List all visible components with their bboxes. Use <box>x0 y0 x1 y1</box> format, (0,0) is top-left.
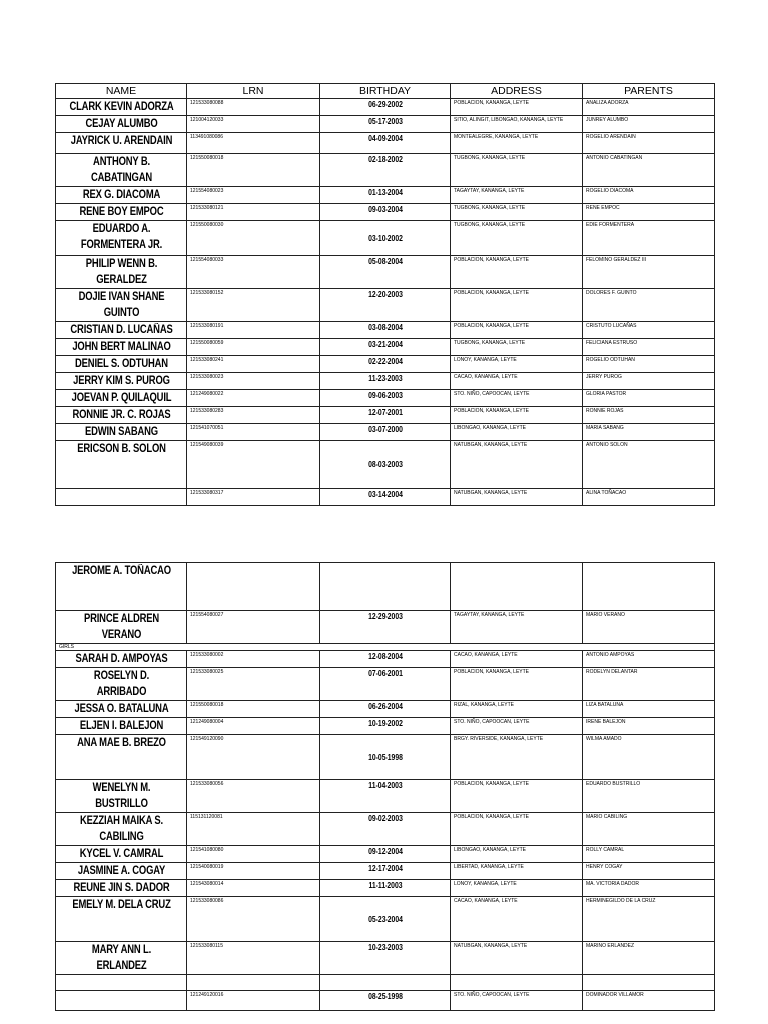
student-name: CLARK KEVIN ADORZA <box>67 99 174 116</box>
table-row <box>56 116 715 133</box>
lrn-cell: 121533080317 <box>187 489 320 506</box>
table-row <box>56 863 715 880</box>
address-cell: POBLACION, KANANGA, LEYTE <box>451 780 583 813</box>
student-name: JEROME A. TOÑACAO <box>67 563 174 611</box>
table-row <box>56 846 715 863</box>
table-row <box>56 780 715 813</box>
birthday-cell: 03-07-2000 <box>333 424 438 441</box>
birthday-cell: 05-23-2004 <box>333 897 438 942</box>
parents-cell <box>583 563 715 611</box>
header-name: NAME <box>56 84 187 99</box>
address-cell: TUGBONG, KANANGA, LEYTE <box>451 154 583 187</box>
parents-cell: EDUARDO BUSTRILLO <box>583 780 715 813</box>
student-name: KEZZIAH MAIKA S. CABILING <box>67 813 174 846</box>
lrn-cell: 121533080121 <box>187 204 320 221</box>
student-name: PHILIP WENN B. GERALDEZ <box>67 256 174 289</box>
student-name: JASMINE A. COGAY <box>67 863 174 880</box>
table-row <box>56 701 715 718</box>
lrn-cell: 121533080056 <box>187 780 320 813</box>
address-cell: CACAO, KANANGA, LEYTE <box>451 897 583 942</box>
parents-cell: MARINO ERLANDEZ <box>583 942 715 975</box>
table-row <box>56 718 715 735</box>
lrn-cell: 121249120016 <box>187 991 320 1011</box>
table-row <box>56 221 715 256</box>
parents-cell: ROLLY CAMRAL <box>583 846 715 863</box>
student-name: DOJIE IVAN SHANE GUINTO <box>67 289 174 322</box>
lrn-cell: 121533080088 <box>187 99 320 116</box>
table-row <box>56 424 715 441</box>
birthday-cell: 12-08-2004 <box>333 651 438 668</box>
lrn-cell <box>187 975 320 991</box>
birthday-cell: 11-23-2003 <box>333 373 438 390</box>
parents-cell: FELOMINO GERALDEZ III <box>583 256 715 289</box>
address-cell: RIZAL, KANANGA, LEYTE <box>451 701 583 718</box>
lrn-cell: 121533080025 <box>187 668 320 701</box>
birthday-cell: 03-10-2002 <box>333 221 438 256</box>
header-parents: PARENTS <box>583 84 715 99</box>
student-name: KYCEL V. CAMRAL <box>67 846 174 863</box>
student-name: JERRY KIM S. PUROG <box>67 373 174 390</box>
address-cell: CACAO, KANANGA, LEYTE <box>451 651 583 668</box>
parents-cell: ROGELIO ODTUHAN <box>583 356 715 373</box>
lrn-cell: 121533080152 <box>187 289 320 322</box>
address-cell: LIBONGAO, KANANGA, LEYTE <box>451 424 583 441</box>
birthday-cell: 06-26-2004 <box>333 701 438 718</box>
header-row <box>56 84 715 99</box>
lrn-cell <box>187 563 320 611</box>
address-cell: NATUBGAN, KANANGA, LEYTE <box>451 942 583 975</box>
address-cell: LIBONGAO, KANANGA, LEYTE <box>451 846 583 863</box>
lrn-cell: 121554080023 <box>187 187 320 204</box>
table-row <box>56 99 715 116</box>
table-row <box>56 897 715 942</box>
address-cell <box>451 975 583 991</box>
parents-cell: RODELYN DELANTAR <box>583 668 715 701</box>
birthday-cell: 03-21-2004 <box>333 339 438 356</box>
student-name <box>67 489 174 506</box>
parents-cell: JERRY PUROG <box>583 373 715 390</box>
lrn-cell: 121541070051 <box>187 424 320 441</box>
header-birthday: BIRTHDAY <box>320 84 451 99</box>
lrn-cell: 121550080018 <box>187 154 320 187</box>
lrn-cell: 113491080086 <box>187 133 320 154</box>
parents-cell: RONNIE ROJAS <box>583 407 715 424</box>
birthday-cell: 10-23-2003 <box>333 942 438 975</box>
table-row <box>56 563 715 611</box>
lrn-cell: 121249080004 <box>187 718 320 735</box>
student-name: JOHN BERT MALINAO <box>67 339 174 356</box>
table-row <box>56 975 715 991</box>
lrn-cell: 121249080022 <box>187 390 320 407</box>
address-cell: POBLACION, KANANGA, LEYTE <box>451 668 583 701</box>
lrn-cell: 121004120033 <box>187 116 320 133</box>
birthday-cell: 08-25-1998 <box>333 991 438 1011</box>
address-cell: CACAO, KANANGA, LEYTE <box>451 373 583 390</box>
student-name: ROSELYN D. ARRIBADO <box>67 668 174 701</box>
parents-cell: ANALIZA ADORZA <box>583 99 715 116</box>
table-row <box>56 991 715 1011</box>
table-row <box>56 735 715 780</box>
lrn-cell: 121533080023 <box>187 373 320 390</box>
birthday-cell: 12-07-2001 <box>333 407 438 424</box>
birthday-cell: 02-22-2004 <box>333 356 438 373</box>
birthday-cell: 09-12-2004 <box>333 846 438 863</box>
birthday-cell: 10-19-2002 <box>333 718 438 735</box>
lrn-cell: 115131120081 <box>187 813 320 846</box>
birthday-cell: 08-03-2003 <box>333 441 438 489</box>
student-name: JESSA O. BATALUNA <box>67 701 174 718</box>
parents-cell: MARIA SABANG <box>583 424 715 441</box>
lrn-cell: 121549080039 <box>187 441 320 489</box>
lrn-cell: 121533080191 <box>187 322 320 339</box>
parents-cell: HENRY COGAY <box>583 863 715 880</box>
student-name: JOEVAN P. QUILAQUIL <box>67 390 174 407</box>
lrn-cell: 121554080027 <box>187 611 320 644</box>
birthday-cell: 09-03-2004 <box>333 204 438 221</box>
parents-cell: DOLORES F. GUINTO <box>583 289 715 322</box>
lrn-cell: 121543080014 <box>187 880 320 897</box>
address-cell: LONOY, KANANGA, LEYTE <box>451 356 583 373</box>
birthday-cell: 03-08-2004 <box>333 322 438 339</box>
student-name: ANA MAE B. BREZO <box>67 735 174 780</box>
birthday-cell: 03-14-2004 <box>333 489 438 506</box>
parents-cell: GLORIA PASTOR <box>583 390 715 407</box>
table-row <box>56 407 715 424</box>
student-name: CEJAY ALUMBO <box>67 116 174 133</box>
address-cell: STO. NIÑO, CAPOOCAN, LEYTE <box>451 390 583 407</box>
address-cell: POBLACION, KANANGA, LEYTE <box>451 289 583 322</box>
address-cell: LONOY, KANANGA, LEYTE <box>451 880 583 897</box>
lrn-cell: 121533080002 <box>187 651 320 668</box>
birthday-cell: 11-11-2003 <box>333 880 438 897</box>
table-row <box>56 489 715 506</box>
birthday-cell: 04-09-2004 <box>333 133 438 154</box>
student-name <box>67 991 174 1011</box>
address-cell: TUGBONG, KANANGA, LEYTE <box>451 204 583 221</box>
parents-cell: EDIE FORMENTERA <box>583 221 715 256</box>
parents-cell: FELICIANA ESTRUSO <box>583 339 715 356</box>
address-cell: TUGBONG, KANANGA, LEYTE <box>451 339 583 356</box>
birthday-cell: 12-29-2003 <box>333 611 438 644</box>
header-address: ADDRESS <box>451 84 583 99</box>
roster-table-bottom <box>55 562 715 1011</box>
birthday-cell: 09-06-2003 <box>333 390 438 407</box>
parents-cell: ANTONIO CABATINGAN <box>583 154 715 187</box>
parents-cell: MARIO VERANO <box>583 611 715 644</box>
table-row <box>56 611 715 644</box>
birthday-cell: 11-04-2003 <box>333 780 438 813</box>
birthday-cell: 01-13-2004 <box>333 187 438 204</box>
parents-cell: IRENE BALEJON <box>583 718 715 735</box>
student-name: EMELY M. DELA CRUZ <box>67 897 174 942</box>
birthday-cell: 12-17-2004 <box>333 863 438 880</box>
parents-cell: JUNREY ALUMBO <box>583 116 715 133</box>
student-name: ELJEN I. BALEJON <box>67 718 174 735</box>
student-name: WENELYN M. BUSTRILLO <box>67 780 174 813</box>
table-row <box>56 668 715 701</box>
parents-cell <box>583 975 715 991</box>
address-cell: BRGY. RIVERSIDE, KANANGA, LEYTE <box>451 735 583 780</box>
table-row <box>56 289 715 322</box>
student-name: ANTHONY B. CABATINGAN <box>67 154 174 187</box>
girls-section-row <box>56 644 715 651</box>
parents-cell: ROGELIO ARENDAIN <box>583 133 715 154</box>
table-row <box>56 187 715 204</box>
student-name: RONNIE JR. C. ROJAS <box>67 407 174 424</box>
lrn-cell: 121533080086 <box>187 897 320 942</box>
roster-table-top <box>55 83 715 506</box>
student-name: DENIEL S. ODTUHAN <box>67 356 174 373</box>
birthday-cell: 05-08-2004 <box>333 256 438 289</box>
parents-cell: HERMINEGILDO DE LA CRUZ <box>583 897 715 942</box>
parents-cell: MA. VICTORIA DADOR <box>583 880 715 897</box>
parents-cell: RENE EMPOC <box>583 204 715 221</box>
table-row <box>56 322 715 339</box>
address-cell: LIBERTAD, KANANGA, LEYTE <box>451 863 583 880</box>
student-name: PRINCE ALDREN VERANO <box>67 611 174 644</box>
student-name: REX G. DIACOMA <box>67 187 174 204</box>
parents-cell: MARIO CABILING <box>583 813 715 846</box>
parents-cell: ROGELIO DIACOMA <box>583 187 715 204</box>
parents-cell: ANTONIO AMPOYAS <box>583 651 715 668</box>
address-cell: POBLACION, KANANGA, LEYTE <box>451 813 583 846</box>
address-cell: STO. NIÑO, CAPOOCAN, LEYTE <box>451 718 583 735</box>
birthday-cell: 12-20-2003 <box>333 289 438 322</box>
parents-cell: ALINA TOÑACAO <box>583 489 715 506</box>
student-name <box>67 975 174 991</box>
birthday-cell <box>333 975 438 991</box>
address-cell: TAGAYTAY, KANANGA, LEYTE <box>451 187 583 204</box>
birthday-cell <box>333 563 438 611</box>
lrn-cell: 121533080241 <box>187 356 320 373</box>
student-name: REUNE JIN S. DADOR <box>67 880 174 897</box>
address-cell: POBLACION, KANANGA, LEYTE <box>451 407 583 424</box>
table-row <box>56 356 715 373</box>
student-name: JAYRICK U. ARENDAIN <box>67 133 174 154</box>
student-name: RENE BOY EMPOC <box>67 204 174 221</box>
table-row <box>56 154 715 187</box>
lrn-cell: 121533080283 <box>187 407 320 424</box>
student-name: MARY ANN L. ERLANDEZ <box>67 942 174 975</box>
girls-label: GIRLS <box>56 644 715 651</box>
address-cell: SITIO, ALINGIT, LIBONGAO, KANANGA, LEYTE <box>451 116 583 133</box>
parents-cell: WILMA AMADO <box>583 735 715 780</box>
birthday-cell: 10-05-1998 <box>333 735 438 780</box>
address-cell: POBLACION, KANANGA, LEYTE <box>451 99 583 116</box>
birthday-cell: 06-29-2002 <box>333 99 438 116</box>
student-name: CRISTIAN D. LUCAÑAS <box>67 322 174 339</box>
table-row <box>56 133 715 154</box>
address-cell: STO. NIÑO, CAPOOCAN, LEYTE <box>451 991 583 1011</box>
lrn-cell: 121550080018 <box>187 701 320 718</box>
table-row <box>56 373 715 390</box>
lrn-cell: 121554080033 <box>187 256 320 289</box>
birthday-cell: 02-18-2002 <box>333 154 438 187</box>
lrn-cell: 121550080030 <box>187 221 320 256</box>
table-row <box>56 880 715 897</box>
student-name: EDWIN SABANG <box>67 424 174 441</box>
table-row <box>56 651 715 668</box>
address-cell: POBLACION, KANANGA, LEYTE <box>451 256 583 289</box>
parents-cell: CRISTUTO LUCAÑAS <box>583 322 715 339</box>
birthday-cell: 09-02-2003 <box>333 813 438 846</box>
student-name: ERICSON B. SOLON <box>67 441 174 489</box>
address-cell: TAGAYTAY, KANANGA, LEYTE <box>451 611 583 644</box>
address-cell: MONTEALEGRE, KANANGA, LEYTE <box>451 133 583 154</box>
lrn-cell: 121549120090 <box>187 735 320 780</box>
table-row <box>56 441 715 489</box>
table-row <box>56 813 715 846</box>
parents-cell: DOMINADOR VILLAMOR <box>583 991 715 1011</box>
address-cell: TUGBONG, KANANGA, LEYTE <box>451 221 583 256</box>
table-row <box>56 942 715 975</box>
table-row <box>56 339 715 356</box>
lrn-cell: 121541080080 <box>187 846 320 863</box>
address-cell: POBLACION, KANANGA, LEYTE <box>451 322 583 339</box>
lrn-cell: 121533080115 <box>187 942 320 975</box>
table-row <box>56 256 715 289</box>
header-lrn: LRN <box>187 84 320 99</box>
address-cell <box>451 563 583 611</box>
table-row <box>56 204 715 221</box>
student-name: SARAH D. AMPOYAS <box>67 651 174 668</box>
birthday-cell: 07-06-2001 <box>333 668 438 701</box>
birthday-cell: 05-17-2003 <box>333 116 438 133</box>
address-cell: NATUBGAN, KANANGA, LEYTE <box>451 441 583 489</box>
address-cell: NATUBGAN, KANANGA, LEYTE <box>451 489 583 506</box>
parents-cell: ANTONIO SOLON <box>583 441 715 489</box>
table-row <box>56 390 715 407</box>
parents-cell: LIZA BATALUNA <box>583 701 715 718</box>
student-name: EDUARDO A. FORMENTERA JR. <box>67 221 174 256</box>
lrn-cell: 121540080019 <box>187 863 320 880</box>
lrn-cell: 121550080059 <box>187 339 320 356</box>
